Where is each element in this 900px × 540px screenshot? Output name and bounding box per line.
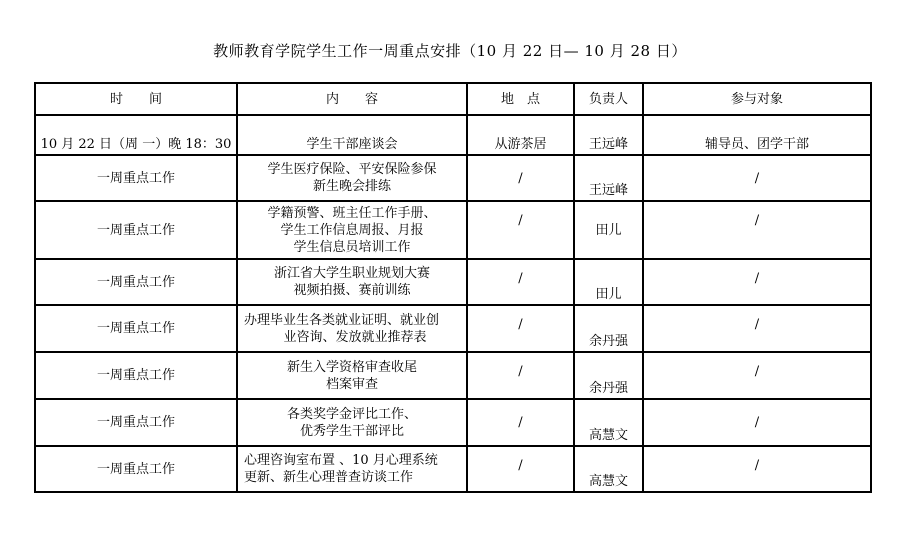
content-line: 学生医疗保险、平安保险参保 <box>267 162 437 177</box>
cell-content <box>237 446 467 492</box>
cell-place: / <box>467 305 574 352</box>
cell-content <box>237 352 467 399</box>
document-title: 教师教育学院学生工作一周重点安排（10 月 22 日— 10 月 28 日） <box>213 42 687 60</box>
cell-participants: / <box>643 201 871 259</box>
table-row <box>35 115 871 155</box>
table-row <box>35 399 871 446</box>
cell-owner: 余丹强 <box>574 352 643 399</box>
cell-place: / <box>467 446 574 492</box>
cell-participants: 辅导员、团学干部 <box>643 115 871 155</box>
table-row <box>35 155 871 201</box>
header-time: 时 间 <box>35 83 237 115</box>
cell-content <box>237 399 467 446</box>
content-line: 学籍预警、班主任工作手册、 <box>267 205 437 221</box>
cell-place: / <box>467 155 574 201</box>
schedule-table <box>34 82 872 493</box>
cell-place: / <box>467 201 574 259</box>
cell-content <box>237 259 467 305</box>
cell-owner: 田儿 <box>574 259 643 305</box>
cell-time: 一周重点工作 <box>35 305 237 352</box>
header-owner: 负责人 <box>574 83 643 115</box>
content-line: 更新、新生心理普查访谈工作 <box>244 470 414 485</box>
cell-participants: / <box>643 259 871 305</box>
content-line: 心理咨询室布置 、10 月心理系统 <box>244 453 438 468</box>
cell-owner: 高慧文 <box>574 399 643 446</box>
table-row <box>35 305 871 352</box>
cell-content <box>237 115 467 155</box>
cell-participants: / <box>643 352 871 399</box>
cell-owner: 王远峰 <box>574 155 643 201</box>
header-content: 内 容 <box>237 83 467 115</box>
table-row <box>35 446 871 492</box>
cell-content <box>237 305 467 352</box>
cell-owner: 田儿 <box>574 201 643 259</box>
cell-time: 一周重点工作 <box>35 155 237 201</box>
cell-time: 一周重点工作 <box>35 352 237 399</box>
cell-owner: 余丹强 <box>574 305 643 352</box>
table-header-row <box>35 83 871 115</box>
header-participants: 参与对象 <box>643 83 871 115</box>
content-line: 新生入学资格审查收尾 <box>286 359 417 375</box>
table-row <box>35 259 871 305</box>
cell-content <box>237 201 467 259</box>
table-row <box>35 201 871 259</box>
content-line: 档案审查 <box>325 376 378 392</box>
cell-time: 一周重点工作 <box>35 259 237 305</box>
content-line: 学生干部座谈会 <box>306 137 398 152</box>
cell-participants: / <box>643 399 871 446</box>
cell-content <box>237 155 467 201</box>
table-row <box>35 352 871 399</box>
cell-time: 一周重点工作 <box>35 399 237 446</box>
content-line: 优秀学生干部评比 <box>299 423 404 439</box>
cell-place: / <box>467 352 574 399</box>
content-line: 学生工作信息周报、月报 <box>280 222 424 238</box>
cell-place: / <box>467 399 574 446</box>
cell-participants: / <box>643 305 871 352</box>
cell-time: 一周重点工作 <box>35 201 237 259</box>
cell-owner: 高慧文 <box>574 446 643 492</box>
cell-participants: / <box>643 155 871 201</box>
cell-time: 10 月 22 日（周 一）晚 18：30 <box>35 115 237 155</box>
content-line: 学生信息员培训工作 <box>293 239 411 255</box>
content-line: 业咨询、发放就业推荐表 <box>283 329 427 345</box>
cell-time: 一周重点工作 <box>35 446 237 492</box>
content-line: 视频拍摄、赛前训练 <box>293 283 411 298</box>
cell-participants: / <box>643 446 871 492</box>
content-line: 新生晚会排练 <box>312 179 391 194</box>
header-place: 地 点 <box>467 83 574 115</box>
cell-place: / <box>467 259 574 305</box>
cell-owner: 王远峰 <box>574 115 643 155</box>
content-line: 各类奖学金评比工作、 <box>286 406 417 422</box>
content-line: 浙江省大学生职业规划大赛 <box>273 266 430 281</box>
cell-place: 从游茶居 <box>467 115 574 155</box>
content-line: 办理毕业生各类就业证明、就业创 <box>244 312 440 328</box>
